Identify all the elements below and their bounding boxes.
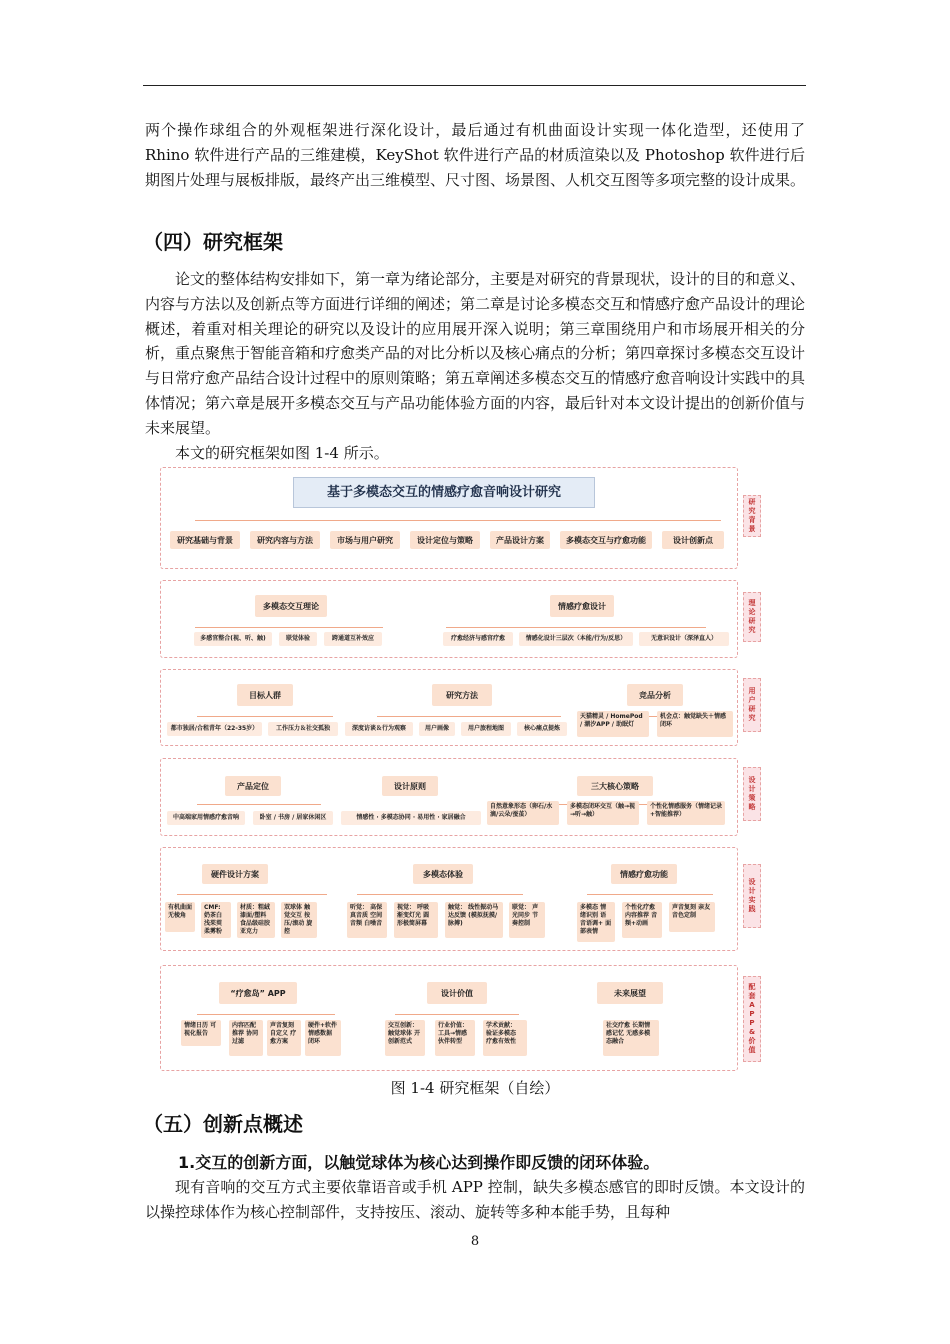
s5-leaf: 触觉： 线性振动马达反馈 (模拟抚摸/脉搏) [445,902,503,938]
paragraph-intro: 两个操作球组合的外观框架进行深化设计，最后通过有机曲面设计实现一体化造型，还使用了 Rhino 软件进行产品的三维建模，KeyShot 软件进行产品的材质渲染以及 Photoshop 软件进行后期图片处理与展板排版，最终产出三维模型、尺寸图、场景图、人机交互图等多项完整的设计成果。 [145,121,806,189]
s5-leaf: CMF: 奶茶白 浅茱萸 柔雾粉 [201,902,231,938]
s4-head: 产品定位 [225,776,281,796]
s2-leaf: 无意识设计（深泽直人） [639,632,729,646]
s4-head: 三大核心策略 [577,776,653,796]
page-number: 8 [470,1234,480,1249]
s5-head: 情感疗愈功能 [611,864,677,884]
s6-leaf: 行业价值： 工具→情感 伙伴转型 [435,1020,475,1056]
s6-head: 未来展望 [597,982,663,1004]
s5-head: 硬件设计方案 [202,864,268,884]
s5-leaf: 联觉： 声光同步 节奏控制 [509,902,545,938]
figure-title: 基于多模态交互的情感疗愈音响设计研究 [293,477,595,508]
side-label: 设计实践 [743,864,761,928]
s4-leaf: 多模态闭环交互（触→视→听→触） [567,801,639,825]
side-label: 配套APP&价值 [743,976,761,1062]
paragraph-innovation: 现有音响的交互方式主要依靠语音或手机 APP 控制，缺失多模态感官的即时反馈。本文设计的以操控球体作为核心控制部件，支持按压、滚动、旋转等多种本能手势，且每种 [145,1178,805,1221]
paragraph-figure-ref: 本文的研究框架如图 1-4 所示。 [175,444,389,462]
side-label: 研究背景 [743,495,761,537]
s4-leaf: 个性化情感服务（情绪记录+智能推荐） [647,801,725,825]
s3-leaf: 工作压力＆社交孤独 [268,722,338,736]
s6-leaf: 情绪日历 可视化报告 [181,1020,221,1046]
s3-head: 竞品分析 [627,684,683,706]
s6-head: “疗愈岛” APP [219,982,297,1004]
paragraph-structure: 论文的整体结构安排如下，第一章为绪论部分，主要是对研究的背景现状，设计的目的和意义、内容与方法以及创新点等方面进行详细的阐述；第二章是讨论多模态交互和情感疗愈产品设计的理论概述，着重对相关理论的研究以及设计的应用展开深入说明；第三章围绕用户和市场展开相关的分析，重点聚焦于智能音箱和疗愈类产品的对比分析以及核心痛点的分析；第四章探讨多模态交互设计与日常疗愈产品结合设计过程中的原则策略；第五章阐述多模态交互的情感疗愈音响设计实践中的具体情况；第六章是展开多模态交互与产品功能体验方面的内容，最后针对本文设计提出的创新价值与未来展望。 [145,270,806,437]
s4-head: 设计原则 [382,776,438,796]
s2-leaf: 联觉体验 [279,632,317,646]
s6-leaf: 学术贡献： 验证多模态 疗愈有效性 [483,1020,527,1056]
s6-leaf: 声音复刻 自定义 疗愈方案 [267,1020,301,1056]
s2-leaf: 跨通道互补效应 [324,632,382,646]
s3-head: 研究方法 [432,684,492,706]
header-rule [143,85,806,86]
s5-leaf: 声音复刻 亲友音色定制 [669,902,715,932]
s5-leaf: 个性化疗愈 内容推荐 音频+动画 [622,902,662,938]
s3-leaf: 深度访谈＆行为观察 [345,722,413,736]
s3-leaf: 用户画像 [419,722,455,736]
s5-leaf: 多模态 情绪识别 语音语调+ 面部表情 [577,902,615,942]
s6-head: 设计价值 [427,982,487,1004]
subheading-interaction-innovation: 1.交互的创新方面，以触觉球体为核心达到操作即反馈的闭环体验。 [178,1153,660,1172]
s2-leaf: 多感官整合(视、听、触) [194,632,272,646]
s4-leaf: 卧室 / 书房 / 居家休闲区 [253,811,333,825]
heading-research-framework: （四）研究框架 [143,230,283,254]
s5-head: 多模态体验 [413,864,473,884]
s3-head: 目标人群 [237,684,293,706]
s5-leaf: 视觉： 呼吸渐变灯光 圆形极简屏幕 [394,902,438,938]
s5-leaf: 材质：粗絨 漆面/塑料 食品级硅胶 亚克力 [237,902,275,938]
s1-node: 设计定位与策略 [410,531,480,549]
s2-head: 多模态交互理论 [255,595,327,617]
side-label: 用户研究 [743,678,761,732]
s1-node: 设计创新点 [662,531,724,549]
s6-leaf: 硬件+软件 情感数据 闭环 [305,1020,341,1056]
side-label: 理论研究 [743,592,761,642]
side-label: 设计策略 [743,767,761,821]
s5-leaf: 双球体 触觉交互 按压/滚动 旋控 [281,902,317,938]
s3-leaf: 机会点：触觉缺失＋情感闭环 [657,711,733,737]
s4-leaf: 自然意象形态（卵石/水滴/云朵/蚕茧） [487,801,559,825]
s6-leaf: 内容匹配 推荐 协同过滤 [229,1020,263,1056]
s4-leaf: 情感性 · 多模态协同 · 易用性 · 家居融合 [341,811,481,825]
s2-leaf: 情感化设计三层次（本能/行为/反思） [519,632,633,646]
s3-leaf: 都市独居/合租青年（22-35岁） [167,722,262,736]
s5-leaf: 有机曲面 无棱角 [165,902,195,932]
s6-leaf: 社交疗愈 长期情感记忆 无感多模态融合 [603,1020,659,1056]
s2-head: 情感疗愈设计 [550,595,614,617]
s1-node: 市场与用户研究 [330,531,400,549]
figure-caption: 图 1-4 研究框架（自绘） [390,1079,560,1097]
s3-leaf: 用户旅程地图 [461,722,511,736]
s6-leaf: 交互创新： 触觉球体 开创新范式 [385,1020,425,1056]
s3-leaf: 天猫精灵 / HomePod / 潮汐APP / 助眠灯 [577,711,649,737]
s1-node: 多模态交互与疗愈功能 [560,531,652,549]
s2-leaf: 疗愈经济与感官疗愈 [443,632,513,646]
s1-node: 研究基础与背景 [170,531,240,549]
s3-leaf: 核心痛点提炼 [517,722,567,736]
s1-node: 研究内容与方法 [250,531,320,549]
heading-innovation: （五）创新点概述 [143,1112,303,1136]
research-framework-figure [157,464,769,1074]
s4-leaf: 中高端家用情感疗愈音响 [167,811,245,825]
section-theory [160,580,738,658]
s5-leaf: 听觉： 高保真音质 空间音频 白噪音 [347,902,387,938]
s1-node: 产品设计方案 [490,531,550,549]
